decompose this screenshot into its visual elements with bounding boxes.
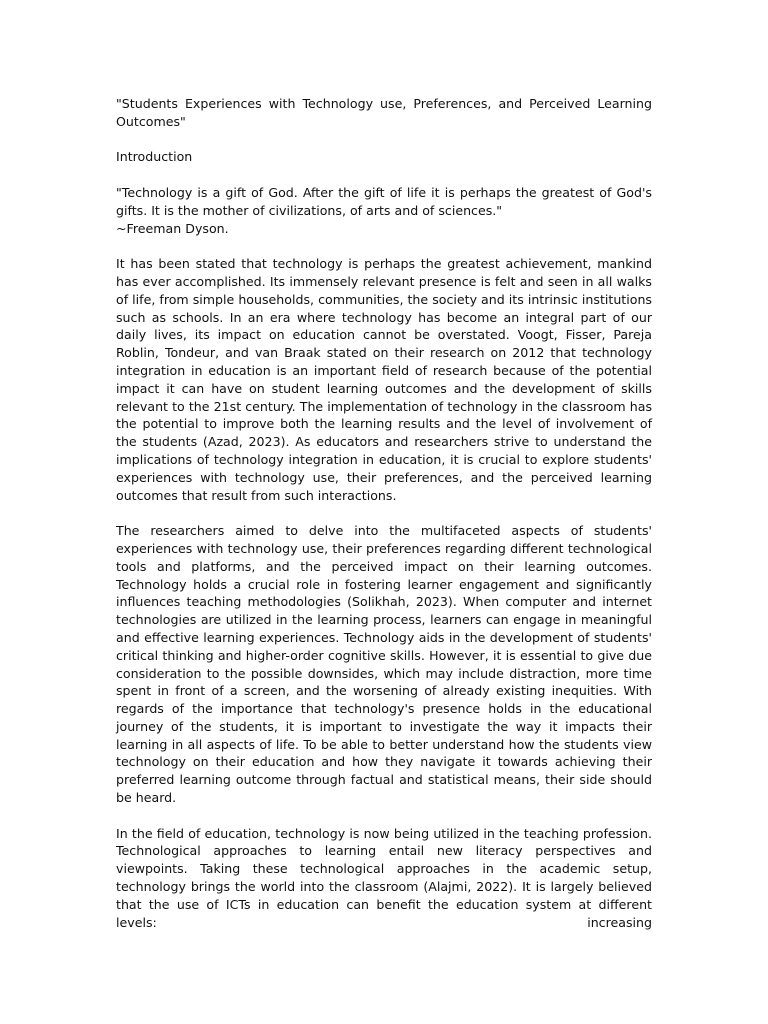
body-paragraph-2: The researchers aimed to delve into the multifaceted aspects of students' experiences with technology use, their preferences regarding different technological tools and platforms, and the perceived impact on their learning outcomes. Technology holds a crucial role in fostering learner engagement and significantly influences teaching methodologies (Solikhah, 2023). When computer and internet technologies are utilized in the learning process, learners can engage in meaningful and effective learning experiences. Technology aids in the development of students' critical thinking and higher-order cognitive skills. However, it is essential to give due consideration to the possible downsides, which may include distraction, more time spent in front of a screen, and the worsening of already existing inequities. With regards of the importance that technology's presence holds in the educational journey of the students, it is important to investigate the way it impacts their learning in all aspects of life. To be able to better understand how the students view technology on their education and how they navigate it towards achieving their preferred learning outcome through factual and statistical means, their side should be heard. bbox=[116, 523, 652, 806]
document-title: "Students Experiences with Technology use, Preferences, and Perceived Learning Outcomes" bbox=[116, 96, 652, 129]
quote-attribution: ~Freeman Dyson. bbox=[116, 220, 229, 236]
body-paragraph-1: It has been stated that technology is perhaps the greatest achievement, mankind has ever accomplished. Its immensely relevant presence is felt and seen in all walks of life, from simple households, communities, the society and its intrinsic institutions such as schools. In an era where technology has become an integral part of our daily lives, its impact on education cannot be overstated. Voogt, Fisser, Pareja Roblin, Tondeur, and van Braak stated on their research on 2012 that technology integration in education is an important field of research because of the potential impact it can have on student learning outcomes and the development of skills relevant to the 21st century. The implementation of technology in the classroom has the potential to improve both the learning results and the level of involvement of the students (Azad, 2023). As educators and researchers strive to understand the implications of technology integration in education, it is crucial to explore students' experiences with technology use, their preferences, and the perceived learning outcomes that result from such interactions. bbox=[116, 256, 652, 503]
quote-text: "Technology is a gift of God. After the gift of life it is perhaps the greatest of God's gifts. It is the mother of civilizations, of arts and of sciences." bbox=[116, 184, 652, 218]
epigraph-quote bbox=[116, 184, 652, 237]
section-heading-introduction: Introduction bbox=[116, 149, 193, 165]
body-paragraph-3: In the field of education, technology is now being utilized in the teaching profession. Technological approaches to learning entail new literacy perspectives and viewpoints. Taking these technological approaches in the academic setup, technology brings the world into the classroom (Alajmi, 2022). It is largely believed that the use of ICTs in education can benefit the education system at different levels: increasing bbox=[116, 825, 652, 930]
document-page bbox=[116, 95, 652, 931]
